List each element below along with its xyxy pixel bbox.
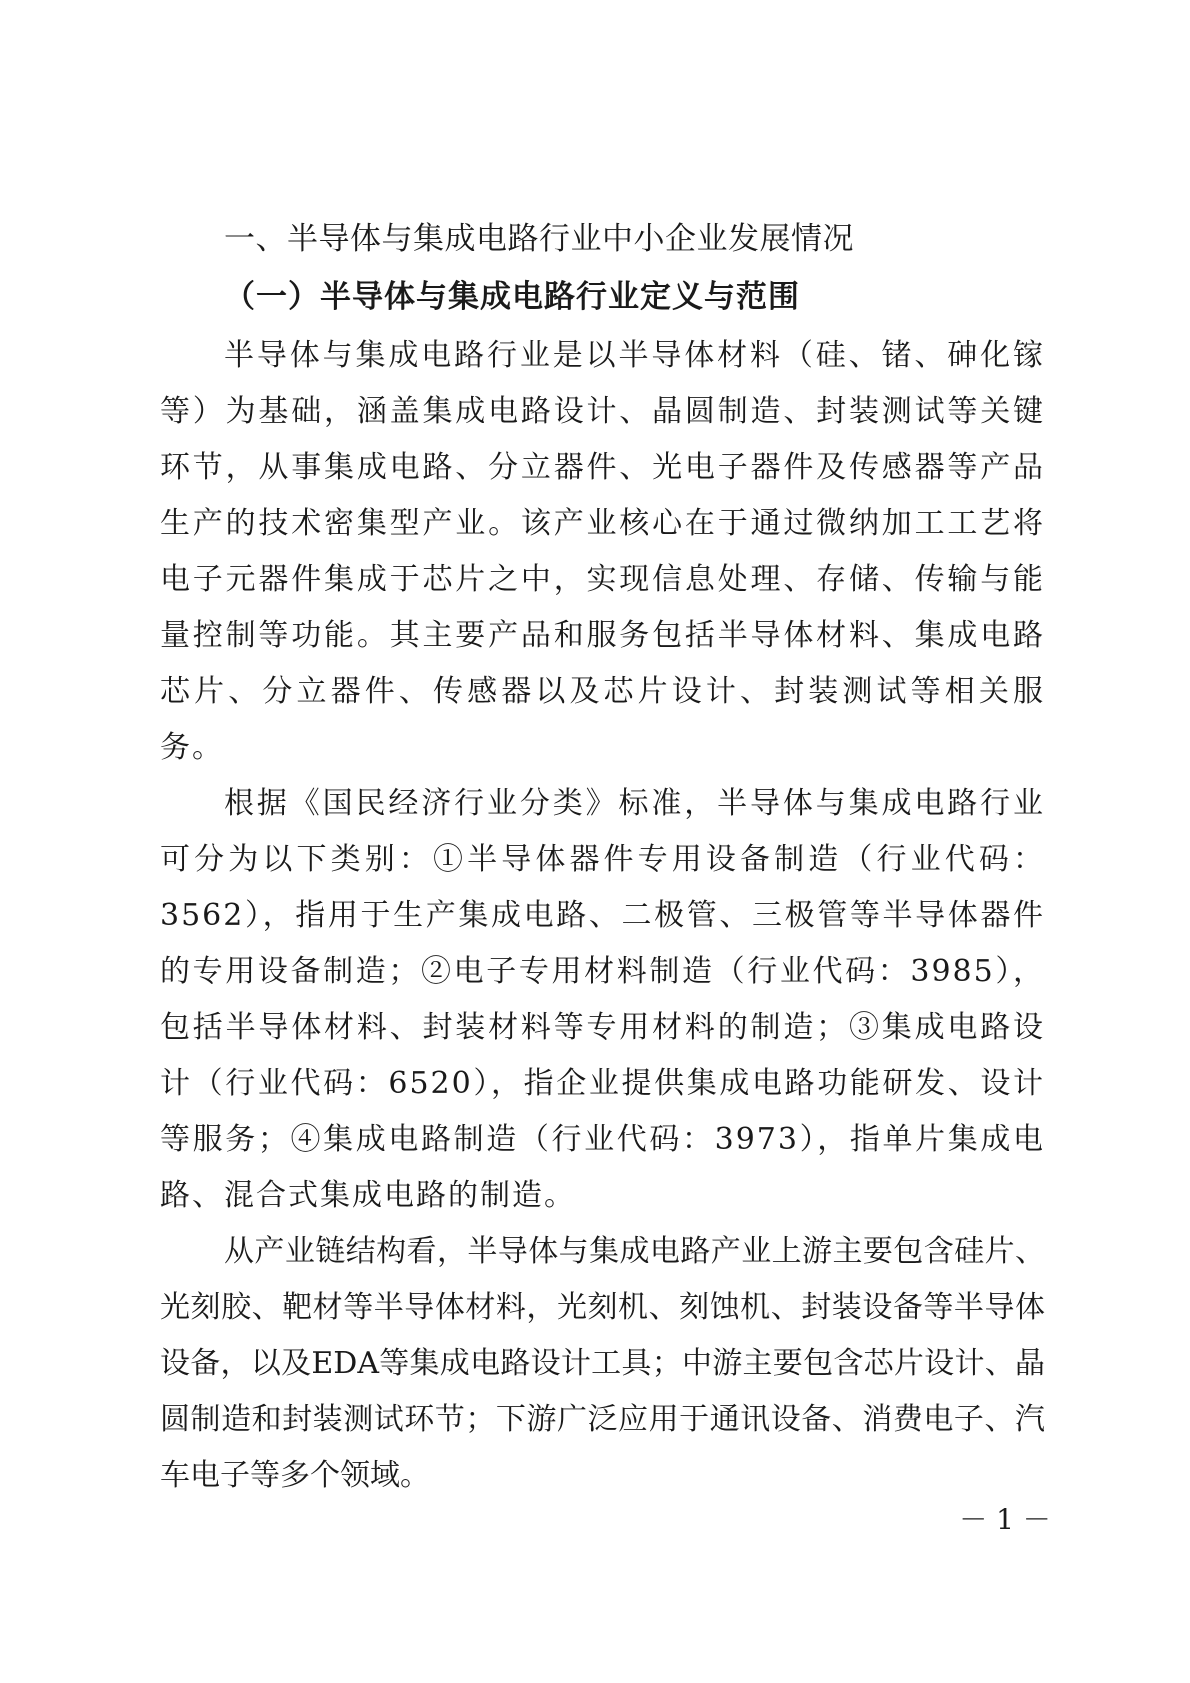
document-page — [160, 216, 1045, 1504]
paragraph-definition: 半导体与集成电路行业是以半导体材料（硅、锗、砷化镓等）为基础，涵盖集成电路设计、晶圆制造、封装测试等关键环节，从事集成电路、分立器件、光电子器件及传感器等产品生产的技术密集型产业。该产业核心在于通过微纳加工工艺将电子元器件集成于芯片之中，实现信息处理、存储、传输与能量控制等功能。其主要产品和服务包括半导体材料、集成电路芯片、分立器件、传感器以及芯片设计、封装测试等相关服务。 — [160, 338, 1045, 765]
subsection-heading: （一）半导体与集成电路行业定义与范围 — [224, 279, 800, 315]
page-number: － 1 － — [959, 1503, 1051, 1536]
section-heading: 一、半导体与集成电路行业中小企业发展情况 — [224, 221, 854, 257]
paragraph-industry-chain: 从产业链结构看，半导体与集成电路产业上游主要包含硅片、光刻胶、靶材等半导体材料，光刻机、刻蚀机、封装设备等半导体设备，以及EDA等集成电路设计工具；中游主要包含芯片设计、晶圆制造和封装测试环节；下游广泛应用于通讯设备、消费电子、汽车电子等多个领域。 — [160, 1234, 1045, 1493]
paragraph-classification: 根据《国民经济行业分类》标准，半导体与集成电路行业可分为以下类别：①半导体器件专用设备制造（行业代码：3562），指用于生产集成电路、二极管、三极管等半导体器件的专用设备制造；②电子专用材料制造（行业代码：3985），包括半导体材料、封装材料等专用材料的制造；③集成电路设计（行业代码：6520），指企业提供集成电路功能研发、设计等服务；④集成电路制造（行业代码：3973），指单片集成电路、混合式集成电路的制造。 — [160, 786, 1045, 1213]
